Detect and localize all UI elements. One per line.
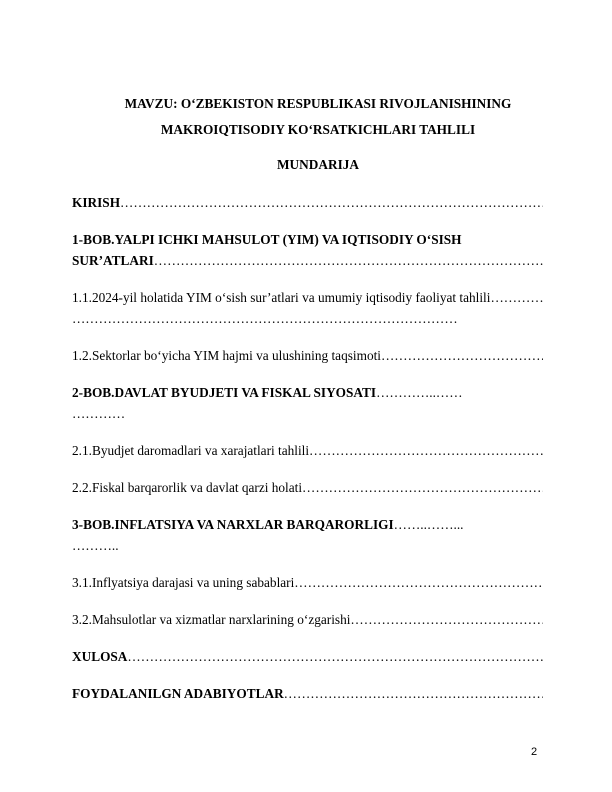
document-title-line-1: MAVZU: O‘ZBEKISTON RESPUBLIKASI RIVOJLANISHINING (124, 96, 512, 111)
document-title-line-2: MAKROIQTISODIY KO‘RSATKICHLARI TAHLILI (160, 122, 476, 137)
dot-leader: ……..……... (393, 517, 464, 532)
toc-entry-text: 2.1.Byudjet daromadlari va xarajatlari tahlili (72, 443, 310, 458)
toc-entry-1-2 (72, 348, 543, 364)
toc-entry-chapter-3-continuation: ……….. (72, 538, 119, 553)
toc-entry-text: XULOSA (72, 649, 128, 664)
dot-leader (294, 575, 543, 591)
toc-entry-text: 1.1.2024-yil holatida YIM o‘sish sur’atlari va umumiy iqtisodiy faoliyat tahlili (72, 290, 491, 305)
toc-entry-text: 2-BOB.DAVLAT BYUDJETI VA FISKAL SIYOSATI (72, 385, 377, 400)
dot-leader (309, 443, 543, 459)
toc-entry-2-1 (72, 443, 543, 459)
dot-leader (127, 649, 543, 665)
toc-entry-text: 3-BOB.INFLATSIYA VA NARXLAR BARQARORLIGI (72, 517, 394, 532)
toc-entry-1-1-continuation: …………………………………………………………………………… (72, 311, 458, 326)
toc-entry-text: 1-BOB.YALPI ICHKI MAHSULOT (YIM) VA IQTISODIY O‘SISH (72, 232, 462, 247)
toc-heading: MUNDARIJA (277, 157, 359, 172)
toc-entry-text: 3.1.Inflyatsiya darajasi va uning sabablari (72, 575, 295, 590)
toc-entry-1-1 (72, 290, 543, 306)
dot-leader (284, 686, 543, 702)
dot-leader (154, 253, 543, 269)
toc-entry-text: FOYDALANILGN ADABIYOTLAR (72, 686, 284, 701)
toc-entry-chapter-1-line-2 (72, 253, 543, 269)
toc-entry-2-2 (72, 480, 543, 496)
toc-entry-chapter-3 (72, 517, 463, 533)
toc-entry-kirish (72, 195, 543, 211)
toc-entry-text: 3.2.Mahsulotlar va xizmatlar narxlarining o‘zgarishi (72, 612, 351, 627)
dot-leader (302, 480, 543, 496)
toc-entry-3-1 (72, 575, 543, 591)
toc-entry-text: 1.2.Sektorlar bo‘yicha YIM hajmi va ulushining taqsimoti (72, 348, 381, 363)
toc-entry-3-2 (72, 612, 543, 628)
dot-leader (350, 612, 543, 628)
dot-leader: …………..…… (376, 385, 463, 400)
page-number: 2 (531, 746, 538, 758)
toc-entry-xulosa (72, 649, 543, 665)
dot-leader (381, 348, 543, 364)
toc-entry-text: KIRISH (72, 195, 121, 210)
toc-entry-chapter-1-line-1 (72, 232, 543, 248)
toc-entry-chapter-2-continuation: ………… (72, 406, 126, 421)
dot-leader (490, 290, 543, 306)
toc-entry-references (72, 686, 543, 702)
toc-entry-text: 2.2.Fiskal barqarorlik va davlat qarzi holati (72, 480, 303, 495)
dot-leader (120, 195, 543, 211)
toc-entry-chapter-2 (72, 385, 463, 401)
toc-entry-text: SUR’ATLARI (72, 253, 154, 268)
